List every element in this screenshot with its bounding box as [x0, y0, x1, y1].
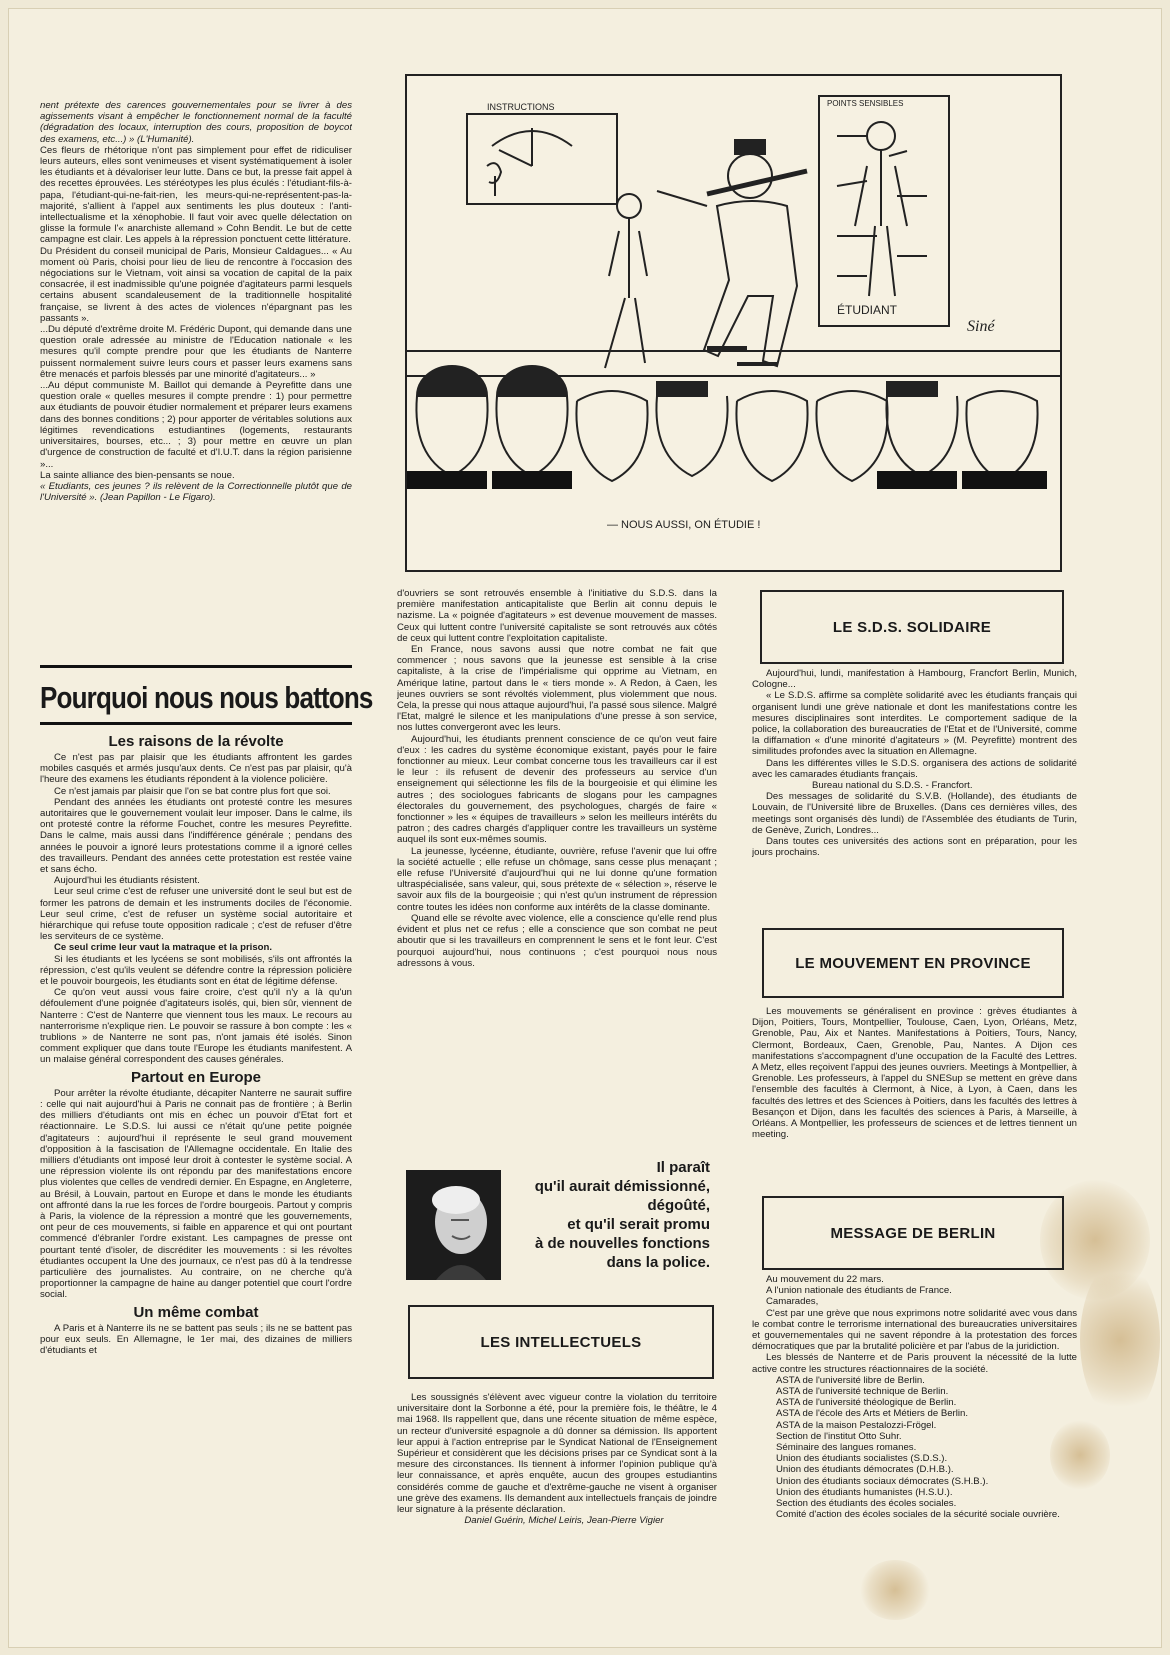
quote-line: dans la police. [606, 1254, 710, 1271]
paragraph: « Le S.D.S. affirme sa complète solidarité avec les étudiants français qui organisent lundi une grève nationale et dont les manifestations contre les mesures disciplinaires sont interdites. Le comportement sadique de la police, la collaboration des bureaucraties de l'Etat et de l'Université, comme la diffamation « d'une minorité d'agitateurs » (M. Peyrefitte) montrent des similitudes profondes avec la situation en Allemagne. [752, 690, 1077, 758]
paragraph: La jeunesse, lycéenne, étudiante, ouvrière, refuse l'avenir que lui offre la société actuelle ; elle refuse un chômage, sans cesse plus menaçant ; elle refuse l'Université d'aujourd'hui qui ne lui donne qu'une formation ultraspécialisée, sans valeur, qui, sous prétexte de « sélection », réserve le savoir aux fils de la bourgeoisie ; qui n'est qu'un instrument de répression contre toutes les idées non conforme aux intérêts de la classe dominante. [397, 845, 717, 913]
quote-line: dégoûté, [647, 1197, 710, 1214]
list-item: Section de l'institut Otto Suhr. [776, 1430, 902, 1442]
box-intellectuels: LES INTELLECTUELS [408, 1305, 714, 1379]
list-item: ASTA de la maison Pestalozzi-Frögel. [776, 1419, 937, 1431]
column-3-province [752, 1006, 1077, 1186]
cartoon-caption: — NOUS AUSSI, ON ÉTUDIE ! [607, 519, 761, 531]
quote-line: et qu'il serait promu [567, 1216, 710, 1233]
quote-line: Il paraît [656, 1159, 710, 1176]
points-sensibles-board [819, 96, 949, 326]
headline-rule [40, 722, 352, 725]
column-1-intro [40, 100, 352, 655]
column-2-article [397, 588, 717, 1133]
list-item: Union des étudiants sociaux démocrates (S.H.B.). [776, 1475, 989, 1487]
subheading: Les raisons de la révolte [108, 733, 284, 750]
cartoon-label-points: POINTS SENSIBLES [827, 99, 904, 108]
instructions-board [467, 114, 617, 204]
box-sds: LE S.D.S. SOLIDAIRE [760, 590, 1064, 664]
paragraph: Les mouvements se généralisent en province : grèves étudiantes à Dijon, Poitiers, Tours, Montpellier, Toulouse, Caen, Lyon, Orléans, Metz, Grenoble, Pau, Aix et Nantes. Manifestations à Poitiers, Tours, Nancy, Clermont, Bordeaux, Caen, Grenoble, Pau, Nantes. A Dijon ces manifestations s'accompagnent d'une occupation de la Faculté des Lettres. A Metz, elles reçoivent l'appui des jeunes ouvriers. Meetings à Montpellier, à Grenoble. Les professeurs, à l'appel du SNESup se mettent en grève dans l'ensemble des facultés à Clermont, à Nice, à Lyon, à Caen, dans les facultés des lettres et des Sciences à Poitiers, dans les facultés des lettres à Besançon et Dijon, dans les facultés des sciences à Paris, à Marseille, à Orléans. A Montpellier, les professeurs de sciences et de lettres tiennent un meeting. [752, 1006, 1077, 1141]
subheading: Un même combat [133, 1303, 259, 1321]
paragraph: Quand elle se révolte avec violence, elle a conscience qu'elle rend plus évident et plus net ce refus ; elle a conscience que son combat ne peut aboutir que si les travailleurs en comprennent le sens et le font leur. C'est pourquoi aujourd'hui, nous continuons ; c'est pourquoi nous nous adressons à vous. [397, 912, 717, 969]
paragraph: Dans toutes ces universités des actions sont en préparation, pour les jours prochains. [752, 836, 1077, 859]
portrait-photo [406, 1170, 501, 1280]
paper-stain [1080, 1260, 1160, 1420]
cartoon-label-etudiant: ÉTUDIANT [837, 303, 897, 317]
column-1-article [40, 730, 352, 1630]
list-item: ASTA de l'université technique de Berlin. [776, 1386, 949, 1398]
column-3-berlin [752, 1274, 1077, 1634]
headline-rule [40, 665, 352, 668]
paragraph: Pour arrêter la révolte étudiante, décapiter Nanterre ne saurait suffire : celle qui nait aujourd'hui à Paris ne connait pas de frontière ; à Berlin des milliers d'étudiants ont mis en échec un pouvoir d'Etat fort et réactionnaire. Le S.D.S. lui aussi ce n'était qu'une petite poignée d'agitateurs : aujourd'hui il représente le seul grand mouvement d'opposition à la fascisation de l'Allemagne occidentale. En Italie des milliers d'étudiants ont imposé leur droit à contester le système social. A une répression violente ils ont répondu par des manifestations encore plus violentes que celles de vendredi dernier. En Espagne, en Angleterre, au Brésil, à Louvain, partout en Europe et dans le monde les étudiants ont affronté dans la rue les forces de l'ordre bourgeois. Partout y compris à Paris, la violence de la répression a montré que les gouvernements, ont peur de ces mouvements, si faible en apparence et qui ont pourtant commencé d'ébranler l'ordre existant. Les campagnes de presse ont pourtant tenté d'isoler, de discréditer les mouvements : si les révoltes étudiantes occupent la Une des journaux, ce n'est pas dû à la tendresse particulière des journalistes. Au contraire, on ne cherche qu'à proportionner la campagne de haine au danger potentiel que court l'ordre social. [40, 1087, 352, 1301]
paragraph: « Etudiants, ces jeunes ? ils relèvent de la Correctionnelle plutôt que de l'Université ». (Jean Papillon - Le Figaro). [40, 480, 352, 504]
list-item: ASTA de l'université libre de Berlin. [776, 1374, 925, 1386]
paragraph: A Paris et à Nanterre ils ne se battent pas seuls ; ils ne se battent pas pour eux seuls. En Allemagne, le 1er mai, des dizaines de milliers d'étudiants et [40, 1322, 352, 1356]
paragraph: ...Du député d'extrême droite M. Frédéric Dupont, qui demande dans une question orale adressée au ministre de l'Education nationale « les mesures qu'il compte prendre pour que les étudiants de Nanterre puissent normalement suivre leurs cours et passer leurs examens sans être menacés et parfois blessés par une minorité d'agitateurs... » [40, 324, 352, 380]
list-item: ASTA de l'école des Arts et Métiers de Berlin. [776, 1408, 969, 1420]
box-province: LE MOUVEMENT EN PROVINCE [762, 928, 1064, 998]
column-2-intellectuels [397, 1392, 717, 1622]
portrait-image [406, 1170, 501, 1280]
paragraph: Au mouvement du 22 mars. [766, 1274, 884, 1285]
paragraph: Aujourd'hui les étudiants résistent. [54, 875, 200, 887]
paragraph: Aujourd'hui, les étudiants prennent conscience de ce qu'on veut faire d'eux : les cadres du système économique existant, payés pour le faire fonctionner au mieux. Leur combat concerne tous les travailleurs car il est le leur : ils refusent de devenir des professeurs au service d'un enseignement qui sélectionne les fils de la bourgeoisie et qui élimine les autres ; des sociologues fabricants de slogans pour les campagnes électorales du gouvernement, des psychologues, chargés de faire « fonctionner » les « équipes de travailleurs » selon les meilleurs intérêts du patron ; des cadres chargés d'appliquer contre les travailleurs un système auquel ils sont eux-mêmes soumis. [397, 733, 717, 846]
paragraph: Des messages de solidarité du S.V.B. (Hollande), des étudiants de Louvain, de l'Université libre de Bruxelles. (Dans ces dernières villes, des meetings sont organisés dès lundi) de l'Assemblée des étudiants de Turin, de Genève, Zurich, Londres... [752, 791, 1077, 836]
paragraph: Camarades, [766, 1296, 819, 1308]
paragraph: nent prétexte des carences gouvernementales pour se livrer à des agissements visant à empêcher le fonctionnement normal de la faculté (dégradation des locaux, interruption des cours, proposition de boycot des examens, etc...) » (L'Humanité). [40, 100, 352, 145]
paragraph: ...Au déput communiste M. Baillot qui demande à Peyrefitte dans une question orale « quelles mesures il compte prendre : 1) pour permettre aux étudiants de pouvoir étudier normalement et préparer leurs examens dans des bonnes conditions ; 2) pour apporter de véritables solutions aux légitimes revendications estudiantines (logements, restaurants universitaires, bourses, etc... ; 3) pour mettre en œuvre un plan d'urgence de construction de faculté et d'I.U.T. dans la région parisienne »... [40, 380, 352, 470]
paragraph: Pendant des années les étudiants ont protesté contre les mesures autoritaires que le gouvernement voulait leur imposer. Dans le calme, ils ont protesté contre la réforme Fouchet, contre les mesures Peyrefitte. Dans le calme, mais aussi dans l'indifférence générale ; pendans des années le pouvoir a ignoré leurs protestations comme il a ignoré celles des travailleurs. Pendant des années cette protestation est restée vaine et sans écho. [40, 796, 352, 876]
list-item: ASTA de l'université théologique de Berlin. [776, 1397, 957, 1409]
paragraph: Dans les différentes villes le S.D.S. organisera des actions de solidarité avec les camarades étudiants français. [752, 757, 1077, 780]
signatories: Daniel Guérin, Michel Leiris, Jean-Pierre Vigier [464, 1515, 664, 1527]
paragraph: Leur seul crime c'est de refuser une université dont le seul but est de former les patrons de demain et les instruments dociles de l'économie. Leur seul crime, c'est de refuser un système social autoritaire et hiérarchique qui refuse toute opposition radicale ; c'est de refuser d'être les serviteurs de ce système. [40, 886, 352, 943]
quote-line: à de nouvelles fonctions [534, 1235, 710, 1252]
cartoon-drawing [407, 76, 1060, 570]
paragraph: Ce n'est pas par plaisir que les étudiants affrontent les gardes mobiles casqués et armés jusqu'aux dents. Ce n'est pas par plaisir, qu'à l'heure des examens les étudiants répondent à la violence policière. [40, 752, 352, 786]
paragraph: d'ouvriers se sont retrouvés ensemble à l'initiative du S.D.S. dans la première manifestation anticapitaliste que Berlin ait connu depuis le nazisme. La « poignée d'agitateurs » est devenue mouvement de masses. Ceux qui luttent contre l'université capitaliste se sont retrouvés aux côtés de ceux qui luttent contre l'exploitation capitaliste. [397, 588, 717, 644]
paragraph: Les soussignés s'élèvent avec vigueur contre la violation du territoire universitaire dont la Sorbonne a été, pour la première fois, le théâtre, le 4 mai 1968. Ils rappellent que, dans une récente situation de même espèce, un recteur d'université espagnole a dû donner sa démission. Ils apportent leur appui à l'action entreprise par le Syndicat National de l'Enseignement Supérieur et considèrent que les décisions prises par ce Syndicat sont à la mesure des circonstances. Ils tiennent à informer l'opinion publique qu'à leur connaissance, et après enquête, aucun des groupes estudiantins considérés comme de gauche et d'extrême-gauche ne visent à organiser une grève des examens. Ils demandent aux intellectuels français de joindre leur signature à la présente déclaration. [397, 1392, 717, 1516]
headline: Pourquoi nous nous battons [40, 680, 373, 715]
cartoon-signature: Siné [967, 318, 995, 335]
paragraph: Ce seul crime leur vaut la matraque et la prison. [54, 942, 273, 954]
paragraph: Bureau national du S.D.S. - Francfort. [812, 780, 973, 792]
paragraph: Ce qu'on veut aussi vous faire croire, c'est qu'il n'y a là qu'un défoulement d'une poignée d'agitateurs isolés, qui, bien sûr, viennent de Nanterre : C'est de Nanterre que viennent tous les maux. Le recours au nanterrorisme n'explique rien. Le pouvoir se rassure à bon compte : les « trublions » de Nanterre ne sont pas, n'ont jamais été isolés. Sinon comment expliquer que dans toute l'Europe les étudiants manifestent. A un malaise général correspondent des causes générales. [40, 987, 352, 1066]
paragraph: Aujourd'hui, lundi, manifestation à Hambourg, Francfort Berlin, Munich, Cologne... [752, 668, 1077, 691]
column-3-sds [752, 668, 1077, 918]
paragraph: Si les étudiants et les lycéens se sont mobilisés, s'ils ont affrontés la répression, c'est qu'ils veulent se défendre contre la répression policière et le pouvoir bourgeois, les étudiants sont en état de légitime défense. [40, 953, 352, 988]
cartoon-label-instructions: INSTRUCTIONS [487, 102, 555, 112]
list-item: Union des étudiants socialistes (S.D.S.). [776, 1453, 948, 1465]
list-item: Union des étudiants démocrates (D.H.B.). [776, 1464, 954, 1476]
paragraph: En France, nous savons aussi que notre combat ne fait que commencer ; nous savons que la jeunesse est sensible à la crise capitaliste, à la crise de l'impérialisme qui opprime au Vietnam, en Amérique latine, partout dans le « tiers monde ». A Redon, à Caen, les jeunes ouvriers se sont révoltés violemment, plus violemment que nous. Cela, la presse qui nous attaque aujourd'hui, l'a passé sous silence. Malgré l'Etat, malgré le silence et les manipulations d'une presse à son service, nos luttes convergeront avec les leurs. [397, 644, 717, 734]
paragraph: Du Président du conseil municipal de Paris, Monsieur Caldagues... « Au moment où Paris, choisi pour lieu de lieu de rencontre à l'occasion des négociations sur le Vietnam, voit ainsi sa vocation de capital de la paix consacrée, il est inadmissible qu'une poignée d'agitateurs parmi lesquels certains abusent scandaleusement de la traditionnelle hospitalité française, se livrent à des actes de violences n'épargnant pas les passants ». [40, 245, 352, 324]
box-berlin: MESSAGE DE BERLIN [762, 1196, 1064, 1270]
pull-quote [508, 1158, 710, 1272]
list-item: Section des étudiants des écoles sociales. [776, 1498, 957, 1510]
paragraph: C'est par une grève que nous exprimons notre solidarité avec vous dans le combat contre le terrorisme international des bureaucraties universitaires et gouvernementales qui ne savent répondre à la protestation des forces démocratiques que par la brutalité policière et par l'abus de la juridiction. [752, 1307, 1077, 1353]
cartoon-illustration [405, 74, 1062, 572]
paragraph: Ce n'est jamais par plaisir que l'on se bat contre plus fort que soi. [54, 785, 331, 797]
list-item: Union des étudiants humanistes (H.S.U.). [776, 1486, 953, 1498]
subheading: Partout en Europe [130, 1068, 261, 1086]
paragraph: La sainte alliance des bien-pensants se noue. [40, 469, 235, 481]
paragraph: Les blessés de Nanterre et de Paris prouvent la nécessité de la lutte active contre les structures réactionnaires de la société. [752, 1352, 1077, 1375]
list-item: Comité d'action des écoles sociales de la sécurité sociale ouvrière. [776, 1509, 1060, 1521]
paragraph: A l'union nationale des étudiants de France. [766, 1285, 952, 1297]
quote-line: qu'il aurait démissionné, [534, 1178, 710, 1195]
list-item: Séminaire des langues romanes. [776, 1442, 917, 1454]
paragraph: Ces fleurs de rhétorique n'ont pas simplement pour effet de ridiculiser leurs auteurs, elles sont venimeuses et visent systématiquement à isoler les étudiants et à dévaloriser leur lutte. Dans ce but, la presse fait appel à des recettes éprouvées. Les stéréotypes les plus éculés : l'étudiant-fils-à-papa, l'étudiant-qui-ne-fait-rien, les meurs-qui-ne-représentent-pas-la-majorité, s'allient à l'appel aux sentiments les plus douteux : l'anti-intellectualisme et la xénophobie. Il faut voir avec quelle délectation on glisse la formule l'« anarchiste allemand » Cohn Bendit. Le but de cette campagne est clair. Les appels à la répression ponctuent cette littérature. [40, 144, 352, 246]
signatory-list [752, 1375, 1077, 1521]
